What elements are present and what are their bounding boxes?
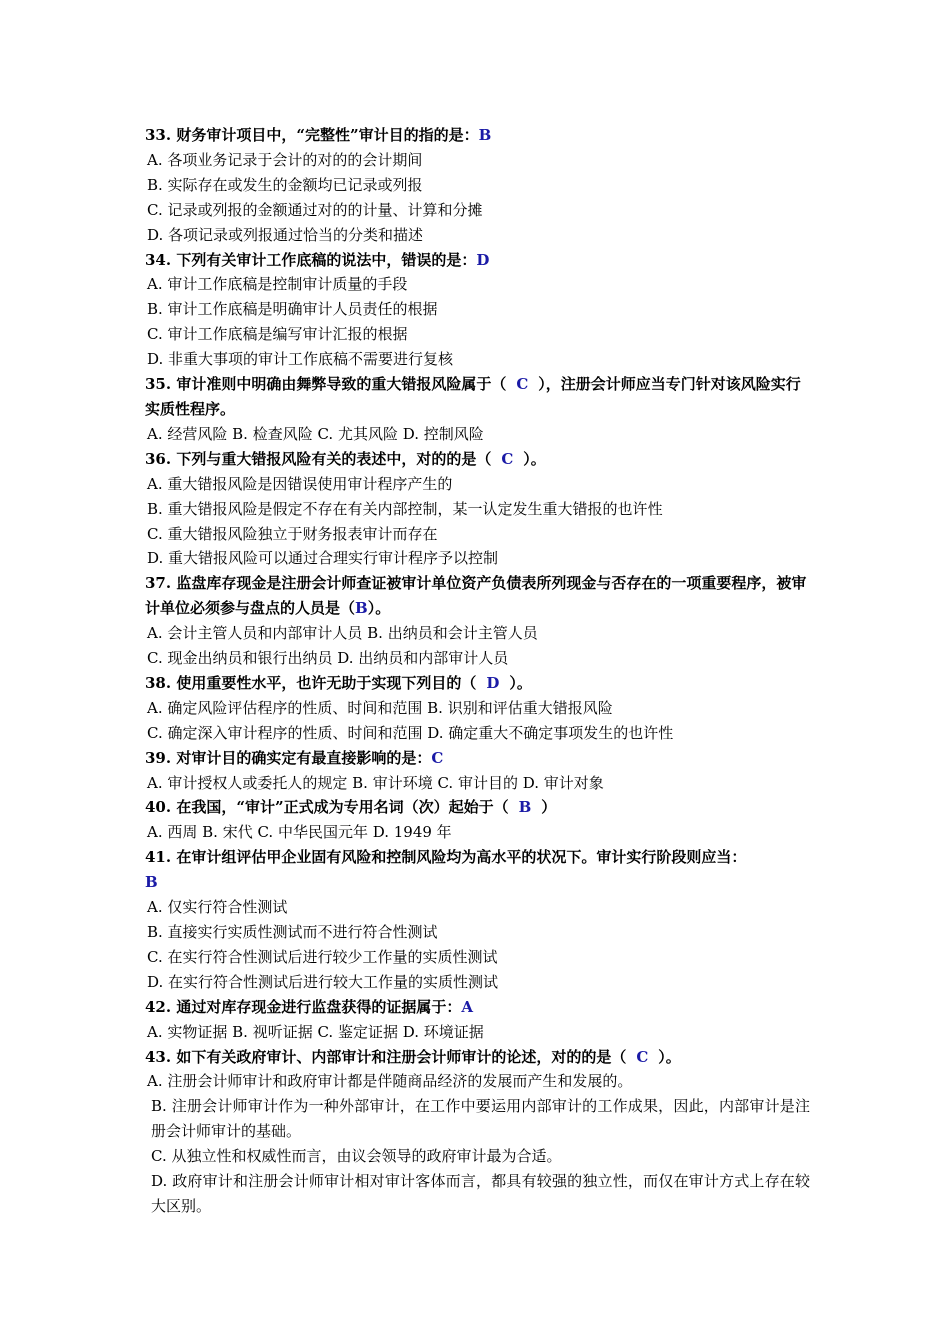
answer-letter: C <box>431 748 444 767</box>
answer-letter: B <box>145 873 158 892</box>
option-c: C. 从独立性和权威性而言，由议会领导的政府审计最为合适。 <box>151 1147 562 1166</box>
question-text: 33. 财务审计项目中，“完整性”审计目的指的是： <box>145 126 479 144</box>
option-b: B. 直接实行实质性测试而不进行符合性测试 <box>147 923 438 941</box>
question-text: 40. 在我国，“审计”正式成为专用名词（次）起始于（ <box>145 798 509 817</box>
question-text: 36. 下列与重大错报风险有关的表述中，对的的是（ <box>145 449 492 468</box>
option-c: C. 在实行符合性测试后进行较少工作量的实质性测试 <box>147 947 498 966</box>
option-d: D. 在实行符合性测试后进行较大工作量的实质性测试 <box>147 972 499 991</box>
question-text-tail: ），注册会计师应当专门针对该风险实行实质性程序。 <box>145 375 801 418</box>
question-36 <box>145 447 810 472</box>
question-text: 38. 使用重要性水平，也许无助于实现下列目的（ <box>145 673 477 692</box>
question-text: 39. 对审计目的确实定有最直接影响的是： <box>145 748 432 767</box>
question-42 <box>145 995 810 1020</box>
option-b: B. 注册会计师审计作为一种外部审计，在工作中要运用内部审计的工作成果，因此，内部审计是注册会计师审计的基础。 <box>151 1097 810 1141</box>
option-d: D. 政府审计和注册会计师审计相对审计客体而言，都具有较强的独立性，而仅在审计方式上存在较大区别。 <box>151 1172 810 1215</box>
options-line: A. 会计主管人员和内部审计人员 B. 出纳员和会计主管人员 <box>147 624 538 643</box>
question-41 <box>145 845 810 895</box>
option-d: D. 重大错报风险可以通过合理实行审计程序予以控制 <box>147 549 499 568</box>
answer-letter: A <box>461 997 473 1016</box>
option-b: B. 重大错报风险是假定不存在有关内部控制，某一认定发生重大错报的也许性 <box>147 499 663 518</box>
question-37 <box>145 571 810 621</box>
question-33 <box>145 123 810 148</box>
answer-letter: C <box>636 1047 649 1066</box>
answer-letter: C <box>501 449 514 468</box>
options-line: C. 现金出纳员和银行出纳员 D. 出纳员和内部审计人员 <box>147 649 509 668</box>
option-a: A. 注册会计师审计和政府审计都是伴随商品经济的发展而产生和发展的。 <box>147 1072 633 1091</box>
answer-letter: B <box>355 599 368 618</box>
option-c: C. 重大错报风险独立于财务报表审计而存在 <box>147 524 438 543</box>
question-39 <box>145 746 810 771</box>
option-c: C. 记录或列报的金额通过对的的计量、计算和分摊 <box>147 200 483 219</box>
question-35 <box>145 372 810 422</box>
question-text-tail: ）。 <box>658 1047 681 1066</box>
question-38 <box>145 671 810 696</box>
option-a: A. 仅实行符合性测试 <box>147 898 288 917</box>
question-40 <box>145 795 810 820</box>
options-line: A. 审计授权人或委托人的规定 B. 审计环境 C. 审计目的 D. 审计对象 <box>147 773 604 792</box>
option-b: B. 审计工作底稿是明确审计人员责任的根据 <box>147 300 438 319</box>
answer-letter: D <box>486 673 500 692</box>
option-a: A. 各项业务记录于会计的对的的会计期间 <box>147 150 423 169</box>
question-text: 41. 在审计组评估甲企业固有风险和控制风险均为高水平的状况下。审计实行阶段则应当： <box>145 848 747 867</box>
option-c: C. 审计工作底稿是编写审计汇报的根据 <box>147 325 408 344</box>
question-text: 37. 监盘库存现金是注册会计师查证被审计单位资产负债表所列现金与否存在的一项重要程序，被审计单位必须参与盘点的人员是（ <box>145 574 807 618</box>
option-d: D. 各项记录或列报通过恰当的分类和描述 <box>147 225 424 244</box>
option-a: A. 重大错报风险是因错误使用审计程序产生的 <box>147 474 453 493</box>
option-d: D. 非重大事项的审计工作底稿不需要进行复核 <box>147 350 454 369</box>
option-a: A. 审计工作底稿是控制审计质量的手段 <box>147 275 408 294</box>
answer-letter: D <box>476 250 490 269</box>
option-b: B. 实际存在或发生的金额均已记录或列报 <box>147 175 423 194</box>
question-text: 34. 下列有关审计工作底稿的说法中，错误的是： <box>145 250 477 269</box>
answer-letter: B <box>518 798 532 817</box>
question-text: 35. 审计准则中明确由舞弊导致的重大错报风险属于（ <box>145 375 507 394</box>
question-text: 43. 如下有关政府审计、内部审计和注册会计师审计的论述，对的的是（ <box>145 1047 627 1066</box>
answer-letter: C <box>516 375 529 394</box>
question-43 <box>145 1045 810 1070</box>
question-text: 42. 通过对库存现金进行监盘获得的证据属于： <box>145 997 462 1016</box>
question-34 <box>145 248 810 273</box>
question-text-tail: ）。 <box>367 599 391 618</box>
question-text-tail: ） <box>541 798 557 817</box>
options-line: C. 确定深入审计程序的性质、时间和范围 D. 确定重大不确定事项发生的也许性 <box>147 723 674 742</box>
options-line: A. 经营风险 B. 检查风险 C. 尤其风险 D. 控制风险 <box>147 424 484 443</box>
document-body <box>145 123 810 1219</box>
options-line: A. 确定风险评估程序的性质、时间和范围 B. 识别和评估重大错报风险 <box>147 698 613 717</box>
question-text-tail: ）。 <box>509 673 532 692</box>
options-line: A. 西周 B. 宋代 C. 中华民国元年 D. 1949 年 <box>147 823 452 842</box>
options-line: A. 实物证据 B. 视听证据 C. 鉴定证据 D. 环境证据 <box>147 1022 484 1041</box>
answer-letter: B <box>478 126 492 144</box>
question-text-tail: ）。 <box>523 449 546 468</box>
